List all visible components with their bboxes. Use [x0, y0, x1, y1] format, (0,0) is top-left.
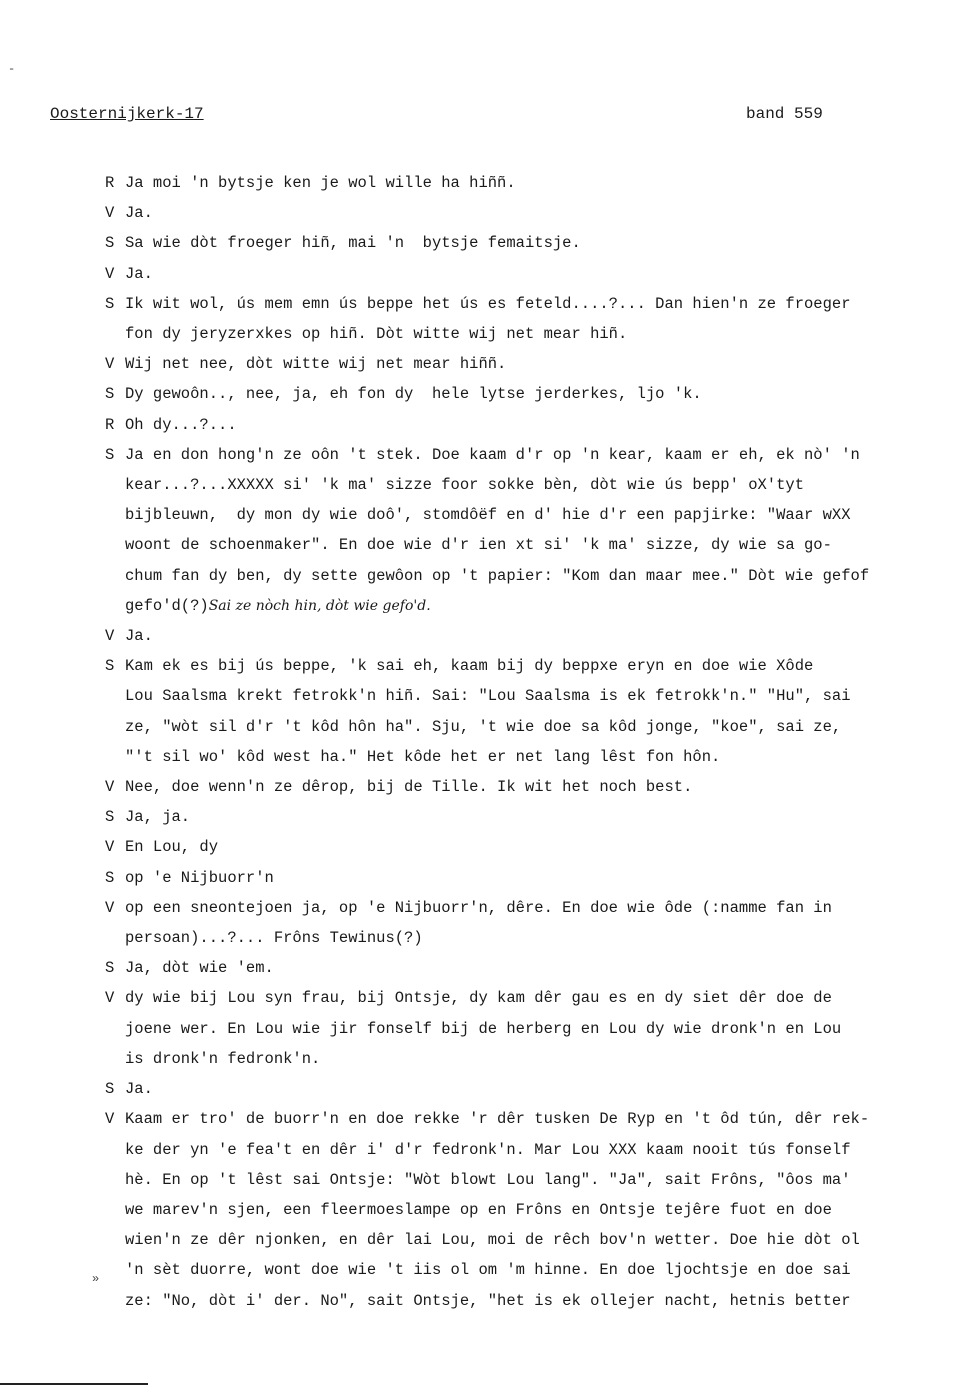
speaker-label: S: [105, 868, 115, 887]
speaker-label: V: [105, 627, 115, 646]
utterance-line-text: Dy gewoôn.., nee, ja, eh fon dy hele lytse jerderkes, ljo 'k.: [125, 385, 702, 404]
speaker-label: S: [105, 234, 115, 253]
utterance-line: [125, 319, 955, 349]
speaker-label: S: [105, 1080, 115, 1099]
utterance-line-text: Lou Saalsma krekt fetrokk'n hiñ. Sai: "Lou Saalsma is ek fetrokk'n." "Hu", sai: [125, 687, 851, 706]
utterance-line-text: dy wie bij Lou syn frau, bij Ontsje, dy kam dêr gau es en dy siet dêr doe de: [125, 989, 832, 1008]
transcript-entry: [105, 621, 955, 651]
utterance-line: [125, 832, 955, 862]
utterance-line: [125, 500, 955, 530]
utterance-line-text: Wij net nee, dòt witte wij net mear hiññ.: [125, 355, 507, 374]
utterance: [125, 832, 955, 862]
utterance-line-text: op een sneontejoen ja, op 'e Nijbuorr'n, dêre. En doe wie ôde (:namme fan in: [125, 898, 832, 917]
transcript-entry: [105, 651, 955, 772]
speaker-label: S: [105, 385, 115, 404]
utterance-line: [125, 772, 955, 802]
utterance-line: [125, 1286, 955, 1316]
utterance-line-text: Sa wie dòt froeger hiñ, mai 'n bytsje femaitsje.: [125, 234, 581, 253]
utterance-line-text: Ja, dòt wie 'em.: [125, 959, 274, 978]
utterance-line: [125, 591, 955, 621]
speaker-label: V: [105, 264, 115, 283]
transcript-entry: [105, 410, 955, 440]
transcript-entry: [105, 379, 955, 409]
utterance-line-text: Ja, ja.: [125, 808, 191, 827]
transcript-entry: [105, 1104, 955, 1315]
utterance-line-text: Ja.: [125, 264, 153, 283]
transcript-entry: [105, 802, 955, 832]
utterance-line: [125, 863, 955, 893]
utterance-line: [125, 198, 955, 228]
utterance-line-text: Ja.: [125, 1080, 153, 1099]
document-title: Oosternijkerk-17: [50, 105, 204, 123]
utterance-line-text: Ik wit wol, ús mem emn ús beppe het ús es feteld....?... Dan hien'n ze froeger: [125, 294, 851, 313]
utterance-line: [125, 953, 955, 983]
utterance-line: [125, 742, 955, 772]
transcript-entry: [105, 772, 955, 802]
utterance-line: [125, 802, 955, 832]
utterance-line: [125, 1225, 955, 1255]
utterance-line-text: is dronk'n fedronk'n.: [125, 1049, 321, 1068]
utterance-line: [125, 168, 955, 198]
utterance-line: [125, 651, 955, 681]
utterance: [125, 802, 955, 832]
utterance: [125, 621, 955, 651]
speaker-label: S: [105, 657, 115, 676]
transcript-entry: [105, 440, 955, 621]
utterance: [125, 379, 955, 409]
speaker-label: S: [105, 959, 115, 978]
utterance-line-text: bijbleuwn, dy mon dy wie doô', stomdôëf en d' hie d'r een papjirke: "Waar wXX: [125, 506, 851, 525]
speaker-label: V: [105, 989, 115, 1008]
transcript-entry: [105, 953, 955, 983]
utterance-line-text: wien'n ze dêr njonken, en dêr lai Lou, moi de rêch bov'n wetter. Doe hie dòt ol: [125, 1231, 860, 1250]
utterance-line: [125, 410, 955, 440]
utterance-line-text: Ja.: [125, 627, 153, 646]
utterance: [125, 1074, 955, 1104]
utterance: [125, 1104, 955, 1315]
speaker-label: S: [105, 808, 115, 827]
speaker-label: V: [105, 838, 115, 857]
utterance-line-text: Ja en don hong'n ze oôn 't stek. Doe kaam d'r op 'n kear, kaam er eh, ek nò' 'n: [125, 445, 860, 464]
utterance-line: [125, 1014, 955, 1044]
speaker-label: V: [105, 204, 115, 223]
utterance-line-text: En Lou, dy: [125, 838, 219, 857]
utterance: [125, 893, 955, 953]
utterance: [125, 863, 955, 893]
utterance: [125, 168, 955, 198]
utterance-line-text: Nee, doe wenn'n ze dêrop, bij de Tille. Ik wit het noch best.: [125, 778, 693, 797]
utterance-line: [125, 983, 955, 1013]
speaker-label: V: [105, 778, 115, 797]
utterance-line: [125, 440, 955, 470]
utterance-line-text: joene wer. En Lou wie jir fonself bij de herberg en Lou dy wie dronk'n en Lou: [125, 1019, 842, 1038]
utterance-line-text: Oh dy...?...: [125, 415, 237, 434]
utterance-line: [125, 470, 955, 500]
utterance-line-text: ke der yn 'e fea't en dêr i' d'r fedronk'n. Mar Lou XXX kaam nooit tús fonself: [125, 1140, 851, 1159]
utterance-line-text: Kam ek es bij ús beppe, 'k sai eh, kaam bij dy beppxe eryn en doe wie Xôde: [125, 657, 814, 676]
utterance-line: [125, 1044, 955, 1074]
utterance-line: [125, 561, 955, 591]
bottom-rule: [0, 1383, 148, 1385]
utterance-line-text: "'t sil wo' kôd west ha." Het kôde het er net lang lêst fon hôn.: [125, 747, 721, 766]
transcript-entry: [105, 228, 955, 258]
utterance-line-text: kear...?...XXXXX si' 'k ma' sizze foor sokke bèn, dòt wie ús bepp' oX'tyt: [125, 476, 805, 495]
transcript-entry: [105, 349, 955, 379]
utterance: [125, 289, 955, 349]
utterance: [125, 259, 955, 289]
utterance: [125, 410, 955, 440]
utterance: [125, 983, 955, 1074]
transcript: [105, 168, 955, 1316]
utterance-line: [125, 228, 955, 258]
scan-speck: »: [92, 1272, 100, 1286]
speaker-label: S: [105, 445, 115, 464]
utterance: [125, 953, 955, 983]
utterance-line: [125, 1195, 955, 1225]
utterance-line-text: Kaam er tro' de buorr'n en doe rekke 'r dêr tusken De Ryp en 't ôd tún, dêr rek-: [125, 1110, 870, 1129]
utterance: [125, 228, 955, 258]
utterance-line: [125, 530, 955, 560]
utterance-line-text: ze, "wòt sil d'r 't kôd hôn ha". Sju, 't wie doe sa kôd jonge, "koe", sai ze,: [125, 717, 842, 736]
utterance: [125, 651, 955, 772]
utterance-line: [125, 1135, 955, 1165]
utterance-line: [125, 621, 955, 651]
utterance-line-text: woont de schoenmaker". En doe wie d'r ien xt si' 'k ma' sizze, dy wie sa go-: [125, 536, 832, 555]
speaker-label: R: [105, 174, 115, 192]
utterance-line-text: ze: "No, dòt i' der. No", sait Ontsje, "het is ek ollejer nacht, hetnis better: [125, 1291, 851, 1310]
speaker-label: S: [105, 294, 115, 313]
utterance-line-text: op 'e Nijbuorr'n: [125, 868, 274, 887]
transcript-entry: [105, 893, 955, 953]
utterance-line-text: we marev'n sjen, een fleermoeslampe op en Frôns en Ontsje tejêre fuot en doe: [125, 1200, 832, 1219]
transcript-entry: [105, 259, 955, 289]
utterance-line: [125, 893, 955, 923]
utterance: [125, 772, 955, 802]
transcript-entry: [105, 1074, 955, 1104]
utterance-line-text: Ja moi 'n bytsje ken je wol wille ha hiññ.: [125, 174, 516, 192]
speaker-label: R: [105, 415, 115, 434]
utterance-line-text: fon dy jeryzerxkes op hiñ. Dòt witte wij net mear hiñ.: [125, 325, 628, 344]
utterance-line-text: gefo'd(?): [125, 596, 209, 615]
band-number: band 559: [746, 105, 823, 123]
utterance-line: [125, 923, 955, 953]
transcript-entry: [105, 832, 955, 862]
utterance-line-text: Ja.: [125, 204, 153, 223]
utterance-line: [125, 712, 955, 742]
transcript-entry: [105, 863, 955, 893]
transcript-entry: [105, 289, 955, 349]
speaker-label: V: [105, 1110, 115, 1129]
utterance: [125, 440, 955, 621]
transcript-entry: [105, 168, 955, 198]
utterance-line: [125, 259, 955, 289]
utterance-line: [125, 681, 955, 711]
transcript-entry: [105, 198, 955, 228]
scan-speck: -: [8, 62, 16, 76]
utterance: [125, 349, 955, 379]
utterance-line-text: hè. En op 't lêst sai Ontsje: "Wòt blowt Lou lang". "Ja", sait Frôns, "ôos ma': [125, 1170, 851, 1189]
utterance-line-text: chum fan dy ben, dy sette gewôon op 't papier: "Kom dan maar mee." Dòt wie gefof: [125, 566, 870, 585]
utterance-line: [125, 1074, 955, 1104]
utterance-line-text: persoan)...?... Frôns Tewinus(?): [125, 929, 423, 948]
utterance-line: [125, 289, 955, 319]
handwritten-note: Sai ze nòch hin, dòt wie gefo'd.: [208, 597, 431, 614]
utterance-line: [125, 349, 955, 379]
speaker-label: V: [105, 898, 115, 917]
utterance: [125, 198, 955, 228]
utterance-line-text: 'n sèt duorre, wont doe wie 't iis ol om 'm hinne. En doe ljochtsje en doe sai: [125, 1261, 851, 1280]
utterance-line: [125, 1104, 955, 1134]
utterance-line: [125, 1165, 955, 1195]
utterance-line: [125, 1255, 955, 1285]
speaker-label: V: [105, 355, 115, 374]
utterance-line: [125, 379, 955, 409]
transcript-entry: [105, 983, 955, 1074]
